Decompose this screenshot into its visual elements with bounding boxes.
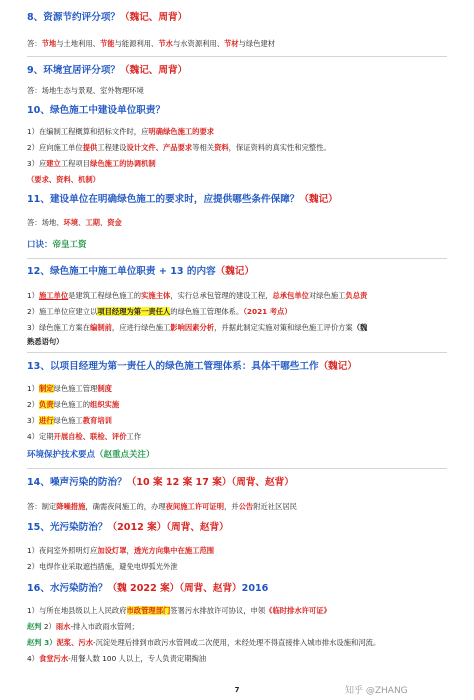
q11-answer: 答：场地、环境、工期、资金	[27, 218, 122, 227]
q16-line-1: 1）与所在地县级以上人民政府市政管理部门签署污水排放许可协议，申领《临时排水许可证》	[27, 606, 331, 615]
q12-line-3-cont: 熟悉语句）	[27, 337, 64, 346]
mnemonic: 口诀：帝皇工资	[27, 240, 87, 250]
q8-heading: 8、资源节约评分项？（魏记、周背）	[27, 12, 188, 23]
q9-answer: 答：场地生态与景观、室外物理环境	[27, 86, 144, 95]
q13-item-4: 4）定期开展自检、联检、评价工作	[27, 432, 142, 441]
q14-answer: 答：制定降噪措施，确需夜间施工的，办理夜间施工许可证明，并公告附近社区居民	[27, 502, 297, 511]
q10-keywords: （要求、资料、机制）	[27, 175, 100, 184]
q12-line-2: 2）施工单位应建立以项目经理为第一责任人的绿色施工管理体系。（2021 考点）	[27, 307, 292, 316]
q16-line-2: 赵判 2）雨水-排入市政雨水管网；	[27, 622, 139, 631]
q8-answer: 答：节地与土地利用、节能与能源利用、节水与水资源利用、节材与绿色建材	[27, 39, 276, 48]
q12-line-3: 3）绿色施工方案在编制前，应进行绿色施工影响因素分析，并据此制定实施对策和绿色施工评价方案（魏	[27, 323, 368, 332]
watermark: 知乎 @ZHANG	[345, 686, 408, 696]
q10-line-2: 2）应向施工单位提供工程建设设计文件、产品要求等相关资料，保证资料的真实性和完整性。	[27, 143, 331, 152]
q12-line-1: 1）施工单位是建筑工程绿色施工的实施主体，实行总承包管理的建设工程，总承包单位对绿色施工负总责	[27, 291, 368, 300]
q11-heading: 11、建设单位在明确绿色施工的要求时，应提供哪些条件保障？（魏记）	[27, 194, 338, 205]
env-section-heading: 环境保护技术要点（赵重点关注）	[27, 450, 155, 460]
q13-item-3: 3）进行绿色施工教育培训	[27, 416, 112, 425]
q13-item-1: 1）制定绿色施工管理制度	[27, 384, 112, 393]
divider	[27, 56, 447, 57]
q16-heading: 16、水污染防治？（魏 2022 案）（周背、赵背）2016	[27, 583, 269, 594]
q16-line-4: 4）食堂污水-用餐人数 100 人以上，专人负责定期掏油	[27, 654, 207, 663]
q15-line-1: 1）夜间室外照明灯应加设灯罩，透光方向集中在施工范围	[27, 546, 215, 555]
page-number: 7	[234, 686, 240, 694]
q12-heading: 12、绿色施工中施工单位职责 + 13 的内容（魏记）	[27, 266, 255, 277]
q10-line-3: 3）应建立工程项目绿色施工的协调机制	[27, 159, 156, 168]
q14-heading: 14、噪声污染的防治？（10 案 12 案 17 案）（周背、赵背）	[27, 477, 294, 488]
q13-item-2: 2）负责绿色施工的组织实施	[27, 400, 120, 409]
q10-line-1: 1）在编制工程概算和招标文件时，应明确绿色施工的要求	[27, 127, 215, 136]
q9-heading: 9、环境宜居评分项？（魏记、周背）	[27, 65, 188, 76]
q15-line-2: 2）电焊作业采取遮挡措施，避免电焊弧光外泄	[27, 562, 178, 571]
q10-heading: 10、绿色施工中建设单位职责？	[27, 105, 166, 116]
q15-heading: 15、光污染防治？（2012 案）（周背、赵背）	[27, 522, 229, 533]
divider	[27, 352, 447, 353]
q16-line-3: 赵判 3）泥浆、污水-沉淀处理后排到市政污水管网或二次使用，未经处理不得直接排入城市排水设施和河流。	[27, 638, 381, 647]
q13-heading: 13、以项目经理为第一责任人的绿色施工管理体系：具体干哪些工作（魏记）	[27, 361, 357, 372]
divider	[27, 468, 447, 469]
divider	[27, 258, 447, 259]
